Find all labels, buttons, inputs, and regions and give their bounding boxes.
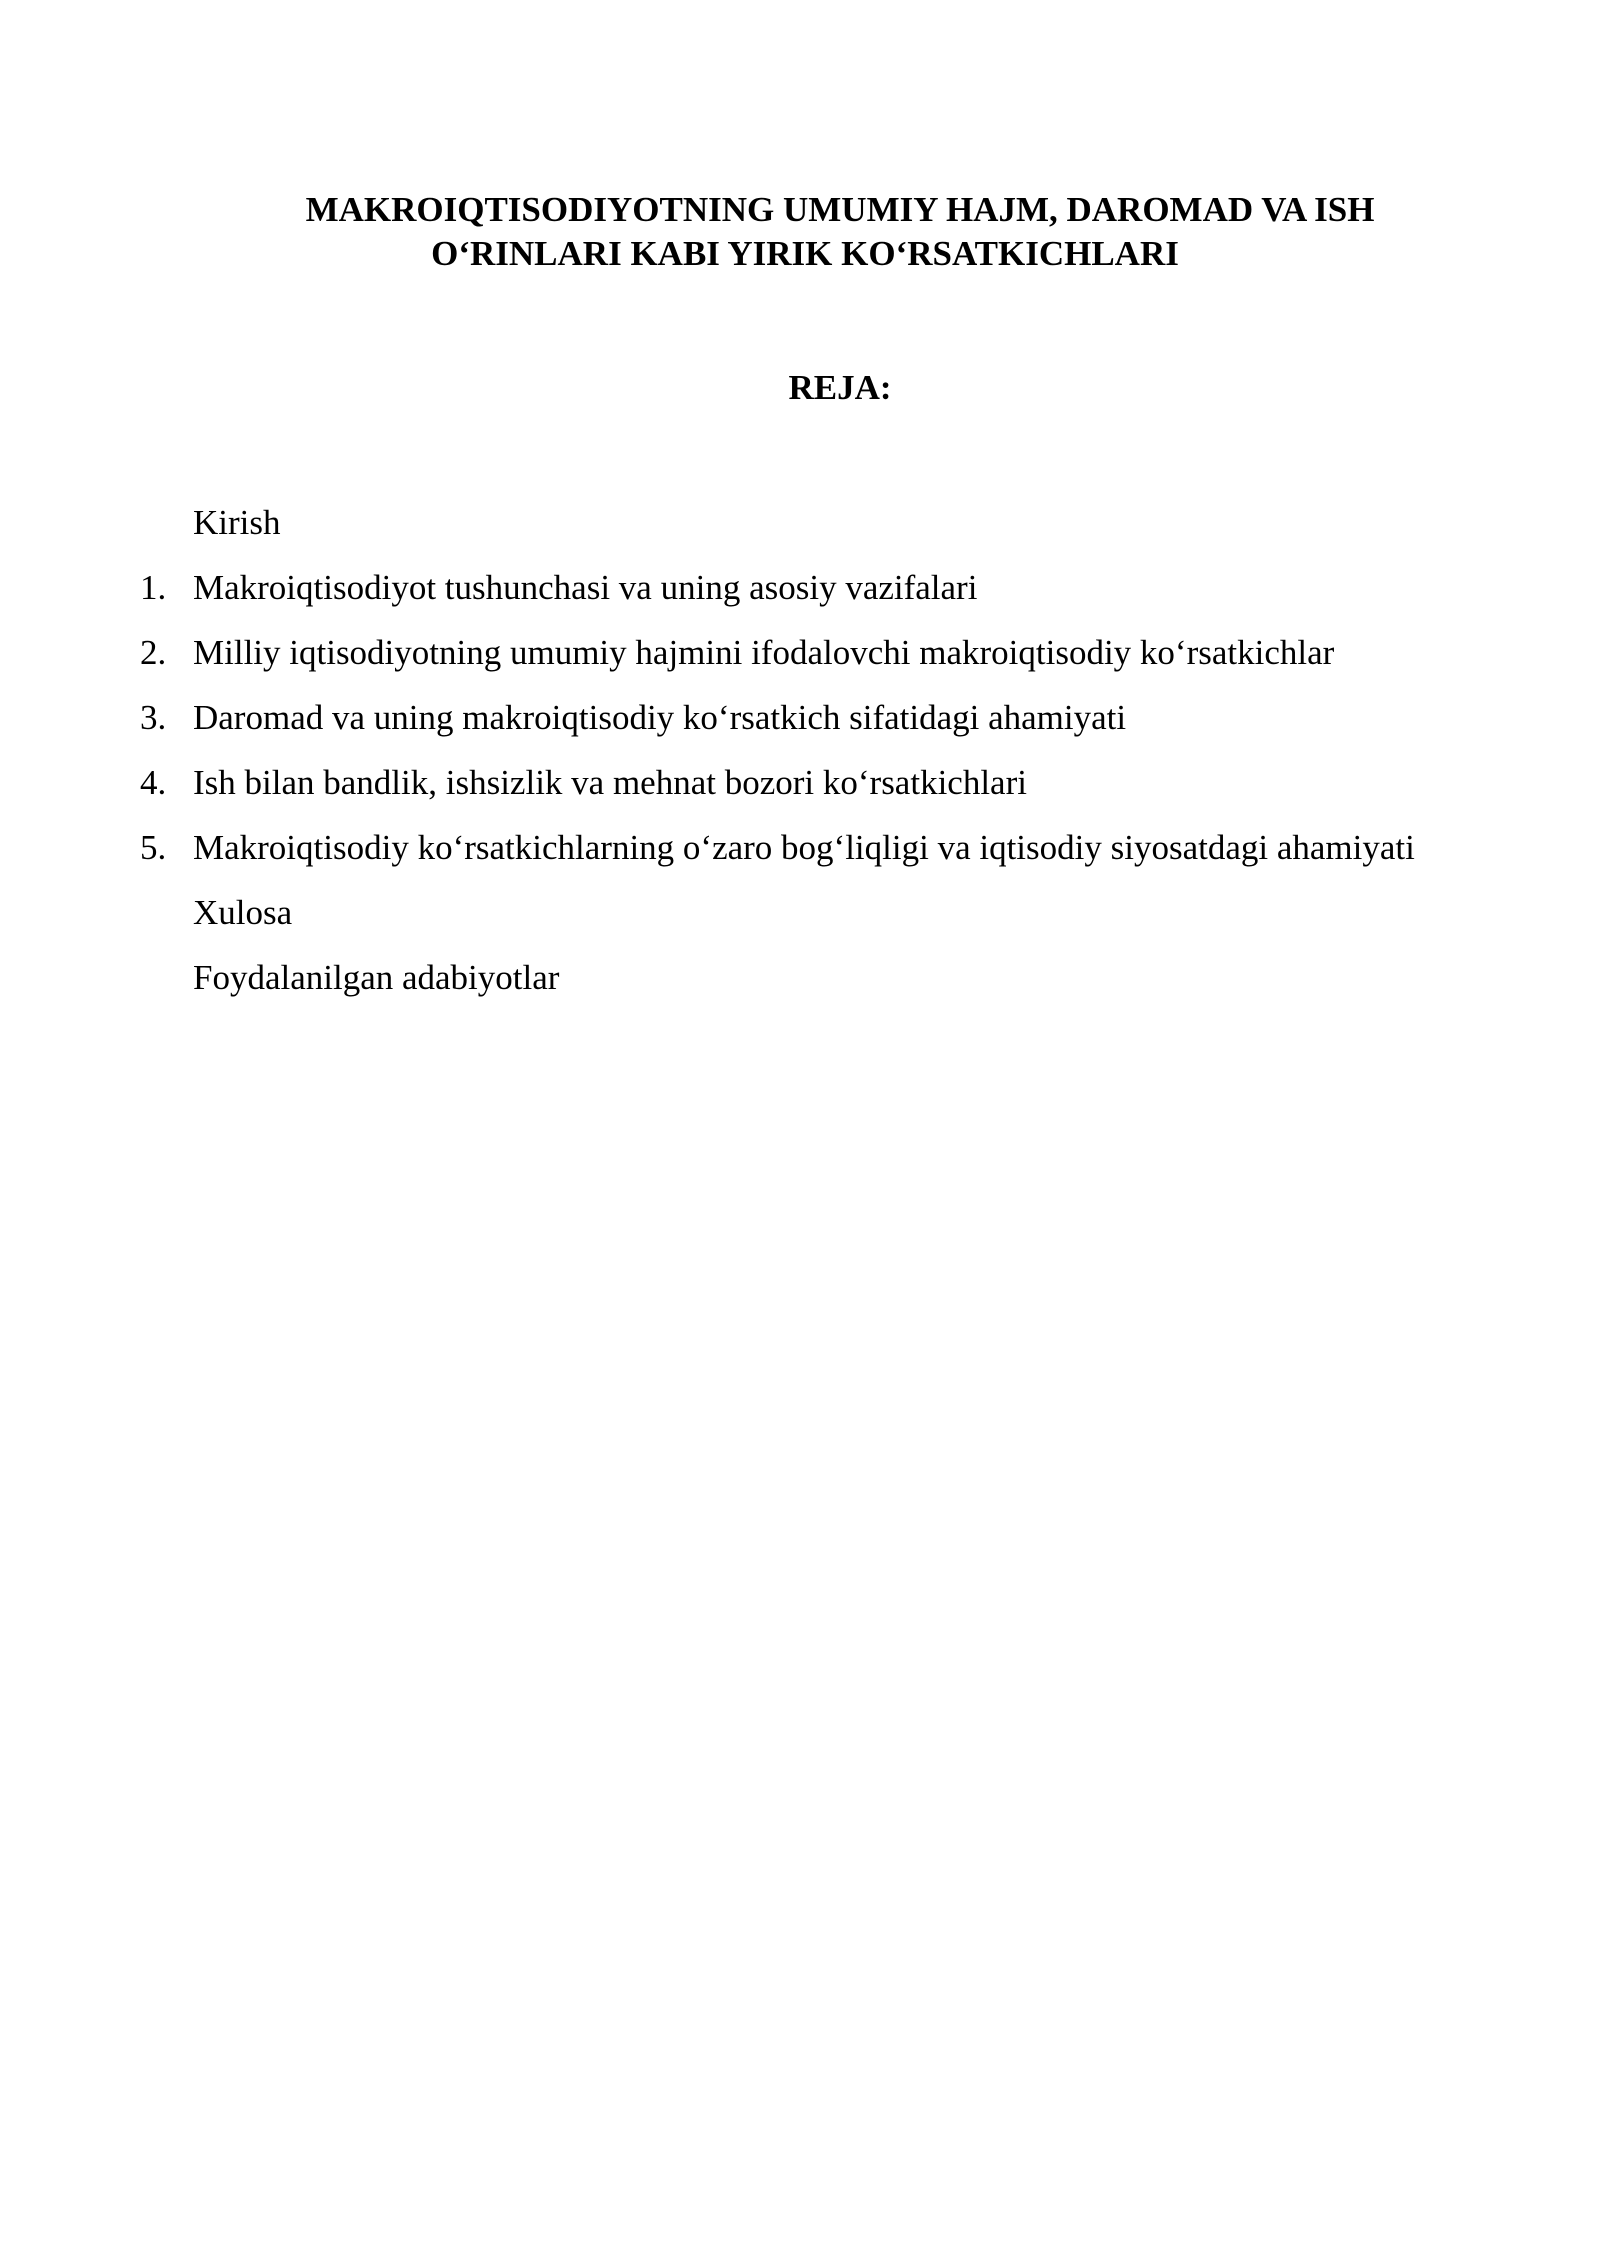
document-title [140, 188, 1540, 276]
plan-item [140, 555, 1489, 620]
plan-item-text: Daromad va uning makroiqtisodiy ko‘rsatkich sifatidagi ahamiyati [193, 698, 1127, 737]
plan-item [140, 620, 1489, 685]
plan-item [140, 750, 1489, 815]
plan-references-text: Foydalanilgan adabiyotlar [193, 958, 560, 997]
plan-item-text: Makroiqtisodiyot tushunchasi va uning asosiy vazifalari [193, 568, 978, 607]
plan-intro-text: Kirish [193, 503, 281, 542]
plan-item-number: 2. [140, 633, 167, 672]
plan-item-text: Makroiqtisodiy ko‘rsatkichlarning o‘zaro bog‘liqligi va iqtisodiy siyosatdagi ahamiyati [193, 828, 1415, 867]
plan-references [140, 945, 1489, 1010]
plan-item-number: 4. [140, 763, 167, 802]
plan-heading: REJA: [788, 368, 892, 407]
title-line-2: O‘RINLARI KABI YIRIK KO‘RSATKICHLARI [431, 234, 1179, 273]
title-line-1: MAKROIQTISODIYOTNING UMUMIY HAJM, DAROMAD VA ISH [305, 190, 1375, 229]
plan-item [140, 815, 1489, 880]
plan-item-number: 5. [140, 828, 167, 867]
plan-list [140, 490, 1489, 1010]
plan-item-number: 3. [140, 698, 167, 737]
plan-intro [140, 490, 1489, 555]
plan-item-text: Ish bilan bandlik, ishsizlik va mehnat bozori ko‘rsatkichlari [193, 763, 1027, 802]
plan-conclusion-text: Xulosa [193, 893, 293, 932]
plan-item-text: Milliy iqtisodiyotning umumiy hajmini ifodalovchi makroiqtisodiy ko‘rsatkichlar [193, 633, 1335, 672]
plan-item [140, 685, 1489, 750]
plan-item-number: 1. [140, 568, 167, 607]
plan-conclusion [140, 880, 1489, 945]
